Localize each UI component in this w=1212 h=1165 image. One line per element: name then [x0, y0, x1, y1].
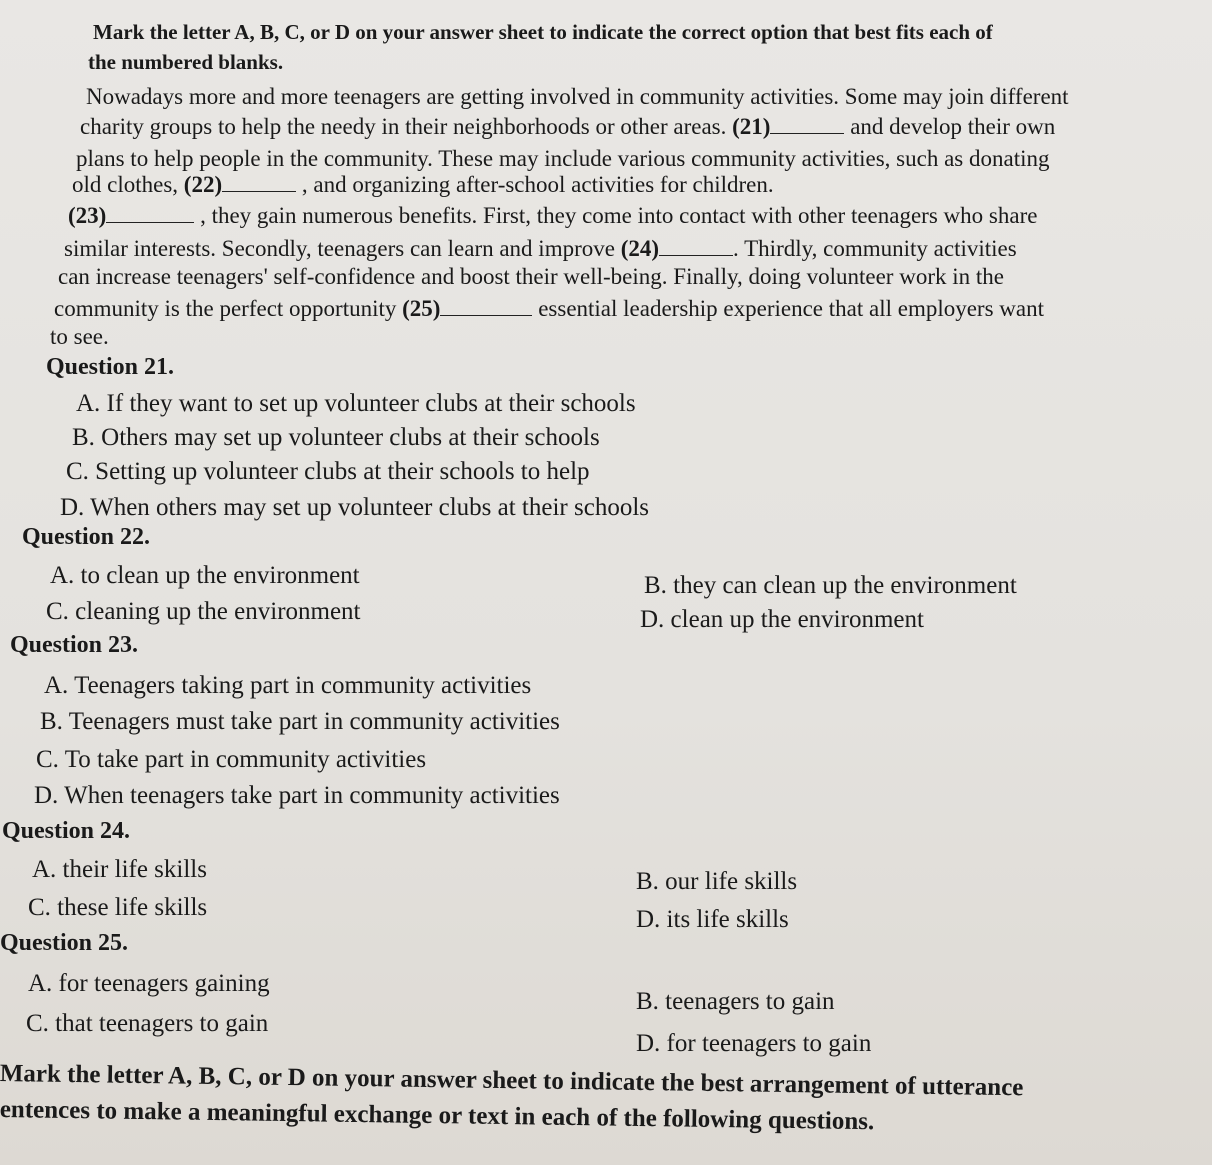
question-21-option-c[interactable]: C. Setting up volunteer clubs at their schools to help: [66, 458, 590, 485]
question-25-option-b[interactable]: B. teenagers to gain: [636, 988, 835, 1015]
passage-text: essential leadership experience that all employers want: [532, 296, 1045, 321]
question-25-option-d[interactable]: D. for teenagers to gain: [636, 1030, 872, 1057]
question-25-label: Question 25.: [0, 930, 129, 956]
question-23-option-a[interactable]: A. Teenagers taking part in community activities: [44, 672, 532, 699]
blank-label-22: (22): [183, 172, 223, 197]
passage-line-8: [54, 296, 1044, 322]
passage-text: similar interests. Secondly, teenagers can learn and improve: [64, 236, 621, 261]
question-24-option-d[interactable]: D. its life skills: [636, 906, 789, 933]
question-21-option-b[interactable]: B. Others may set up volunteer clubs at their schools: [72, 424, 600, 451]
passage-text: and develop their own: [844, 114, 1056, 139]
passage-text: . Thirdly, community activities: [733, 236, 1017, 261]
blank-label-21: (21): [732, 114, 771, 139]
question-25-option-c[interactable]: C. that teenagers to gain: [26, 1010, 269, 1037]
passage-line-6: [64, 236, 1017, 262]
question-22-option-b[interactable]: B. they can clean up the environment: [644, 572, 1017, 599]
question-21-option-d[interactable]: D. When others may set up volunteer clubs at their schools: [60, 494, 649, 521]
question-23-option-c[interactable]: C. To take part in community activities: [36, 746, 427, 773]
question-22-option-a[interactable]: A. to clean up the environment: [50, 562, 360, 589]
instruction-line-1: Mark the letter A, B, C, or D on your answer sheet to indicate the correct option that best fits each of: [93, 20, 993, 44]
question-22-option-d[interactable]: D. clean up the environment: [640, 606, 924, 633]
blank-24: [659, 237, 733, 256]
footer-instruction-line-1: Mark the letter A, B, C, or D on your answer sheet to indicate the best arrangement of utterance: [0, 1060, 1024, 1102]
question-22-label: Question 22.: [22, 524, 151, 550]
instruction-line-2: the numbered blanks.: [88, 50, 284, 74]
passage-line-1: Nowadays more and more teenagers are getting involved in community activities. Some may join different: [86, 84, 1069, 109]
question-23-option-b[interactable]: B. Teenagers must take part in community activities: [40, 708, 560, 735]
passage-line-4: [72, 172, 774, 198]
question-23-option-d[interactable]: D. When teenagers take part in community activities: [34, 782, 560, 809]
footer-instruction-line-2: entences to make a meaningful exchange or text in each of the following questions.: [0, 1096, 875, 1136]
blank-25: [440, 297, 532, 316]
question-24-label: Question 24.: [2, 818, 131, 844]
question-21-label: Question 21.: [46, 354, 175, 380]
passage-line-7: can increase teenagers' self-confidence and boost their well-being. Finally, doing volunteer work in the: [58, 264, 1004, 289]
passage-line-5: [68, 203, 1037, 229]
passage-text: old clothes,: [72, 172, 184, 197]
blank-23: [106, 204, 194, 223]
passage-text: charity groups to help the needy in their neighborhoods or other areas.: [80, 114, 733, 139]
passage-text: , and organizing after-school activities for children.: [296, 172, 774, 197]
question-23-label: Question 23.: [10, 632, 139, 658]
blank-22: [222, 173, 296, 192]
blank-label-24: (24): [620, 236, 660, 261]
passage-line-2: [80, 114, 1055, 140]
blank-21: [770, 115, 844, 134]
question-24-option-b[interactable]: B. our life skills: [636, 868, 798, 895]
blank-label-23: (23): [68, 203, 107, 228]
passage-text: , they gain numerous benefits. First, they come into contact with other teenagers who share: [194, 203, 1038, 228]
question-24-option-c[interactable]: C. these life skills: [28, 894, 208, 921]
question-22-option-c[interactable]: C. cleaning up the environment: [46, 598, 361, 625]
passage-line-3: plans to help people in the community. These may include various community activities, such as donating: [76, 146, 1050, 171]
blank-label-25: (25): [402, 296, 441, 321]
question-25-option-a[interactable]: A. for teenagers gaining: [28, 970, 270, 997]
passage-text: community is the perfect opportunity: [54, 296, 403, 321]
question-24-option-a[interactable]: A. their life skills: [32, 856, 207, 883]
question-21-option-a[interactable]: A. If they want to set up volunteer clubs at their schools: [76, 390, 636, 417]
passage-line-9: to see.: [50, 324, 109, 349]
